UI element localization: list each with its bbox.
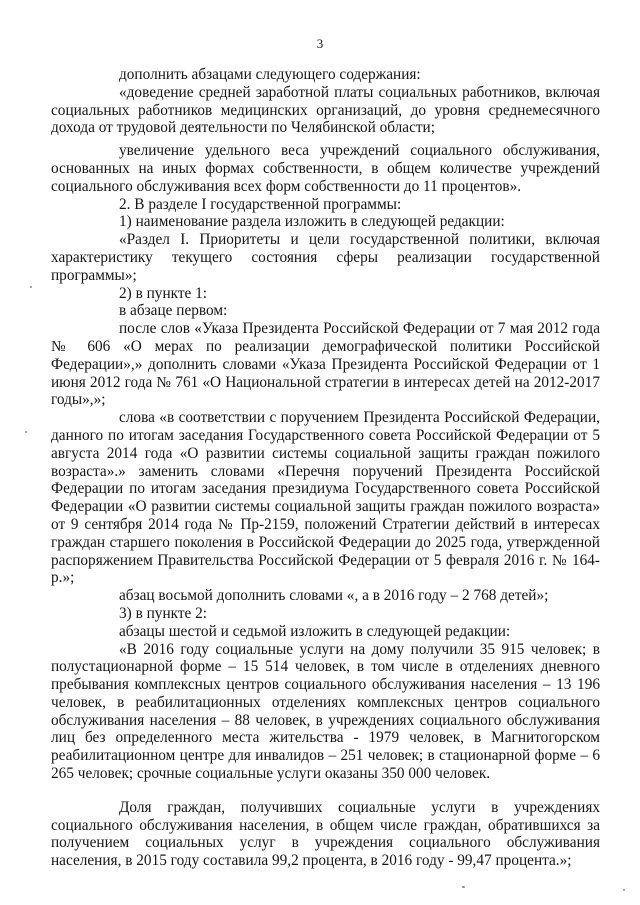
paragraph-share-of-citizens: Доля граждан, получивших социальные услуги в учреждениях социального обслуживания населения, в общем числе граждан, обратившихся за получением социальных услуг в учреждения социального обслуживания населения, в 2015 году составила 99,2 процента, в 2016 году - 99,47 процента.»; bbox=[51, 798, 600, 870]
paragraph-item-2: 2) в пункте 1: bbox=[119, 284, 208, 302]
paragraph-section-heading: 2. В разделе I государственной программы: bbox=[119, 195, 402, 213]
paragraph-eighth-addition: абзац восьмой дополнить словами «, а в 2016 году – 2 768 детей»; bbox=[119, 587, 549, 605]
paragraph-decree-addition: после слов «Указа Президента Российской Федерации от 7 мая 2012 года № 606 «О мерах по реализации демографической политики Российской Федерации»,» дополнить словами «Указа Президента Российской Федерации от 1 июня 2012 года № 761 «О Национальной стратегии в интересах детей на 2012-2017 годы»,»; bbox=[51, 320, 600, 409]
paragraph-item-3: 3) в пункте 2: bbox=[119, 604, 208, 622]
paragraph-salary-target: «доведение средней заработной платы социальных работников, включая социальных работников медицинских организаций, до уровня среднемесячного дохода от трудовой деятельности по Челябинской области; bbox=[51, 83, 600, 137]
paragraph-item-1: 1) наименование раздела изложить в следующей редакции: bbox=[119, 213, 505, 231]
paragraph-share-target: увеличение удельного веса учреждений социального обслуживания, основанных на иных формах собственности, в общем количестве учреждений социального обслуживания всех форм собственности до 11 процентов». bbox=[51, 142, 600, 195]
paragraph-services-2016: «В 2016 году социальные услуги на дому получили 35 915 человек; в полустационарной форме – 15 514 человек, в том числе в отделениях дневного пребывания комплексных центров социального обслуживания населения – 13 196 человек, в реабилитационных отделениях комплексных центров социального обслуживания населения – 88 человек, в учреждениях социального обслуживания лиц без определенного места жительства - 1979 человек, в Магнитогорском реабилитационном центре для инвалидов – 251 человек; в стационарной форме – 6 265 человек; срочные социальные услуги оказаны 350 000 человек. bbox=[51, 640, 600, 783]
page-number: 3 bbox=[316, 36, 324, 51]
paragraph-section-title-quote: «Раздел I. Приоритеты и цели государственной политики, включая характеристику текущего состояния сферы реализации государственной программы»; bbox=[51, 231, 600, 284]
scan-speck bbox=[25, 431, 27, 433]
paragraph-sixth-seventh: абзацы шестой и седьмой изложить в следующей редакции: bbox=[119, 622, 511, 640]
paragraph-first-subparagraph: в абзаце первом: bbox=[119, 302, 228, 320]
document-body bbox=[51, 66, 600, 870]
scan-speck bbox=[30, 286, 32, 288]
scan-speck bbox=[623, 889, 625, 891]
paragraph-replacement: слова «в соответствии с поручением Президента Российской Федерации, данного по итогам заседания Государственного совета Российской Федерации от 5 августа 2014 года «О развитии системы социальной защиты граждан пожилого возраста».» заменить словами «Перечня поручений Президента Российской Федерации по итогам заседания президиума Государственного совета Российской Федерации «О развитии системы социальной защиты граждан пожилого возраста» от 9 сентября 2014 года № Пр-2159, положений Стратегии действий в интересах граждан старшего поколения в Российской Федерации до 2025 года, утвержденной распоряжением Правительства Российской Федерации от 5 февраля 2016 г. № 164-р.»; bbox=[51, 409, 600, 587]
paragraph-intro: дополнить абзацами следующего содержания: bbox=[119, 66, 421, 83]
scan-speck bbox=[462, 886, 465, 888]
